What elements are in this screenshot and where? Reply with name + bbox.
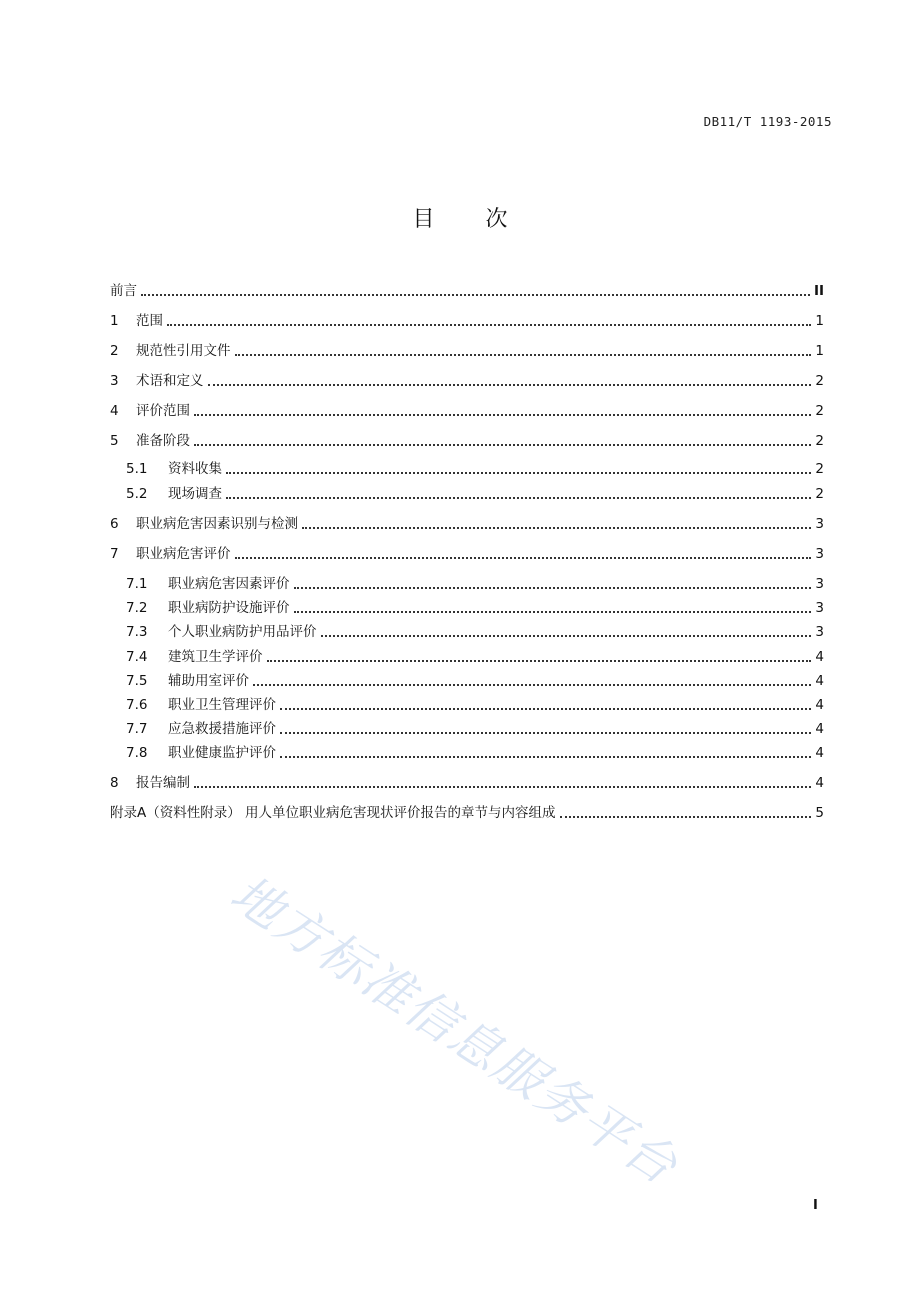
toc-title: 目 次 <box>412 207 530 232</box>
dot-leader <box>280 731 811 734</box>
toc-entry-page: 4 <box>815 775 824 791</box>
dot-leader <box>194 413 811 416</box>
toc-entry-number: 7.8 <box>126 745 148 761</box>
dot-leader <box>294 586 812 589</box>
toc-entry-label: 职业健康监护评价 <box>168 745 276 761</box>
toc-entry-page: 2 <box>815 486 824 502</box>
toc-entry-page: 1 <box>815 343 824 359</box>
toc-entry-number: 1 <box>110 313 119 329</box>
dot-leader <box>226 496 811 499</box>
toc-entry[interactable] <box>110 370 824 390</box>
toc-entry-label: 职业病危害评价 <box>136 546 231 562</box>
toc-entry-page: 5 <box>815 805 824 821</box>
toc-entry[interactable] <box>126 670 824 690</box>
toc-entry-label: 应急救援措施评价 <box>168 721 276 737</box>
toc-entry[interactable] <box>126 694 824 714</box>
toc-entry-label: 准备阶段 <box>136 433 190 449</box>
toc-entry-number: 5 <box>110 433 119 449</box>
toc-entry-label: 评价范围 <box>136 403 190 419</box>
toc-entry[interactable] <box>110 340 824 360</box>
dot-leader <box>235 353 812 356</box>
toc-entry-label: 现场调查 <box>168 486 222 502</box>
dot-leader <box>167 323 811 326</box>
toc-entry-number: 3 <box>110 373 119 389</box>
dot-leader <box>294 610 812 613</box>
toc-entry-label: 报告编制 <box>136 775 190 791</box>
toc-entry-page: 2 <box>815 461 824 477</box>
toc-entry[interactable] <box>110 430 824 450</box>
toc-entry-page: 3 <box>815 624 824 640</box>
toc-entry-label: 职业病危害因素评价 <box>168 576 290 592</box>
toc-entry-label: 资料收集 <box>168 461 222 477</box>
toc-entry[interactable] <box>110 802 824 822</box>
toc-entry-number: 7.4 <box>126 649 148 665</box>
toc-entry-label: 职业病危害因素识别与检测 <box>136 516 298 532</box>
toc-entry-page: 4 <box>815 649 824 665</box>
toc-entry-label: 职业卫生管理评价 <box>168 697 276 713</box>
toc-entry-label: 术语和定义 <box>136 373 204 389</box>
toc-entry-label: 职业病防护设施评价 <box>168 600 290 616</box>
document-code: DB11/T 1193-2015 <box>703 114 832 129</box>
toc-entry[interactable] <box>110 280 824 300</box>
toc-entry-page: 2 <box>815 403 824 419</box>
toc-entry[interactable] <box>110 513 824 533</box>
toc-entry-number: 7.2 <box>126 600 148 616</box>
toc-entry[interactable] <box>110 400 824 420</box>
toc-entry-page: 3 <box>815 516 824 532</box>
dot-leader <box>226 471 811 474</box>
toc-entry-label: 辅助用室评价 <box>168 673 249 689</box>
toc-entry-label: 前言 <box>110 283 137 299</box>
toc-entry-page: 4 <box>815 697 824 713</box>
page-number: I <box>813 1198 818 1213</box>
dot-leader <box>302 526 811 529</box>
toc-entry-label: 范围 <box>136 313 163 329</box>
toc-entry-number: 7 <box>110 546 119 562</box>
toc-entry-page: 3 <box>815 546 824 562</box>
toc-entry-page: 4 <box>815 721 824 737</box>
dot-leader <box>321 634 812 637</box>
toc-entry-page: 3 <box>815 576 824 592</box>
toc-entry-page: II <box>813 283 824 299</box>
dot-leader <box>280 755 811 758</box>
dot-leader <box>280 707 811 710</box>
dot-leader <box>267 659 812 662</box>
toc-entry-number: 5.1 <box>126 461 148 477</box>
toc-entry[interactable] <box>110 310 824 330</box>
dot-leader <box>253 683 811 686</box>
toc-entry-number: 6 <box>110 516 119 532</box>
toc-entry-number: 7.7 <box>126 721 148 737</box>
toc-entry-number: 2 <box>110 343 119 359</box>
toc-entry-page: 3 <box>815 600 824 616</box>
toc-entry-number: 7.3 <box>126 624 148 640</box>
toc-entry-page: 1 <box>815 313 824 329</box>
toc-entry-page: 4 <box>815 745 824 761</box>
toc-entry-number: 7.5 <box>126 673 148 689</box>
toc-entry-label: 个人职业病防护用品评价 <box>168 624 317 640</box>
toc-entry[interactable] <box>126 458 824 478</box>
toc-entry-page: 4 <box>815 673 824 689</box>
dot-leader <box>235 556 812 559</box>
toc-entry[interactable] <box>126 646 824 666</box>
toc-entry-page: 2 <box>815 373 824 389</box>
toc-entry[interactable] <box>126 718 824 738</box>
dot-leader <box>194 443 811 446</box>
toc-entry[interactable] <box>126 621 824 641</box>
toc-entry[interactable] <box>126 483 824 503</box>
dot-leader <box>560 815 812 818</box>
toc-entry[interactable] <box>110 772 824 792</box>
toc-entry-label: 建筑卫生学评价 <box>168 649 263 665</box>
toc-entry-number: 8 <box>110 775 119 791</box>
toc-entry[interactable] <box>126 742 824 762</box>
dot-leader <box>208 383 812 386</box>
toc-entry[interactable] <box>110 543 824 563</box>
toc-entry-label: 附录A（资料性附录） 用人单位职业病危害现状评价报告的章节与内容组成 <box>110 805 556 821</box>
watermark: 地方标准信息服务平台 <box>220 864 689 1197</box>
toc-entry-number: 5.2 <box>126 486 148 502</box>
toc-entry-page: 2 <box>815 433 824 449</box>
toc-entry-label: 规范性引用文件 <box>136 343 231 359</box>
toc-entry-number: 7.1 <box>126 576 148 592</box>
toc-entry[interactable] <box>126 597 824 617</box>
dot-leader <box>141 293 810 296</box>
toc-entry-number: 4 <box>110 403 119 419</box>
dot-leader <box>194 785 811 788</box>
toc-entry[interactable] <box>126 573 824 593</box>
toc-entry-number: 7.6 <box>126 697 148 713</box>
